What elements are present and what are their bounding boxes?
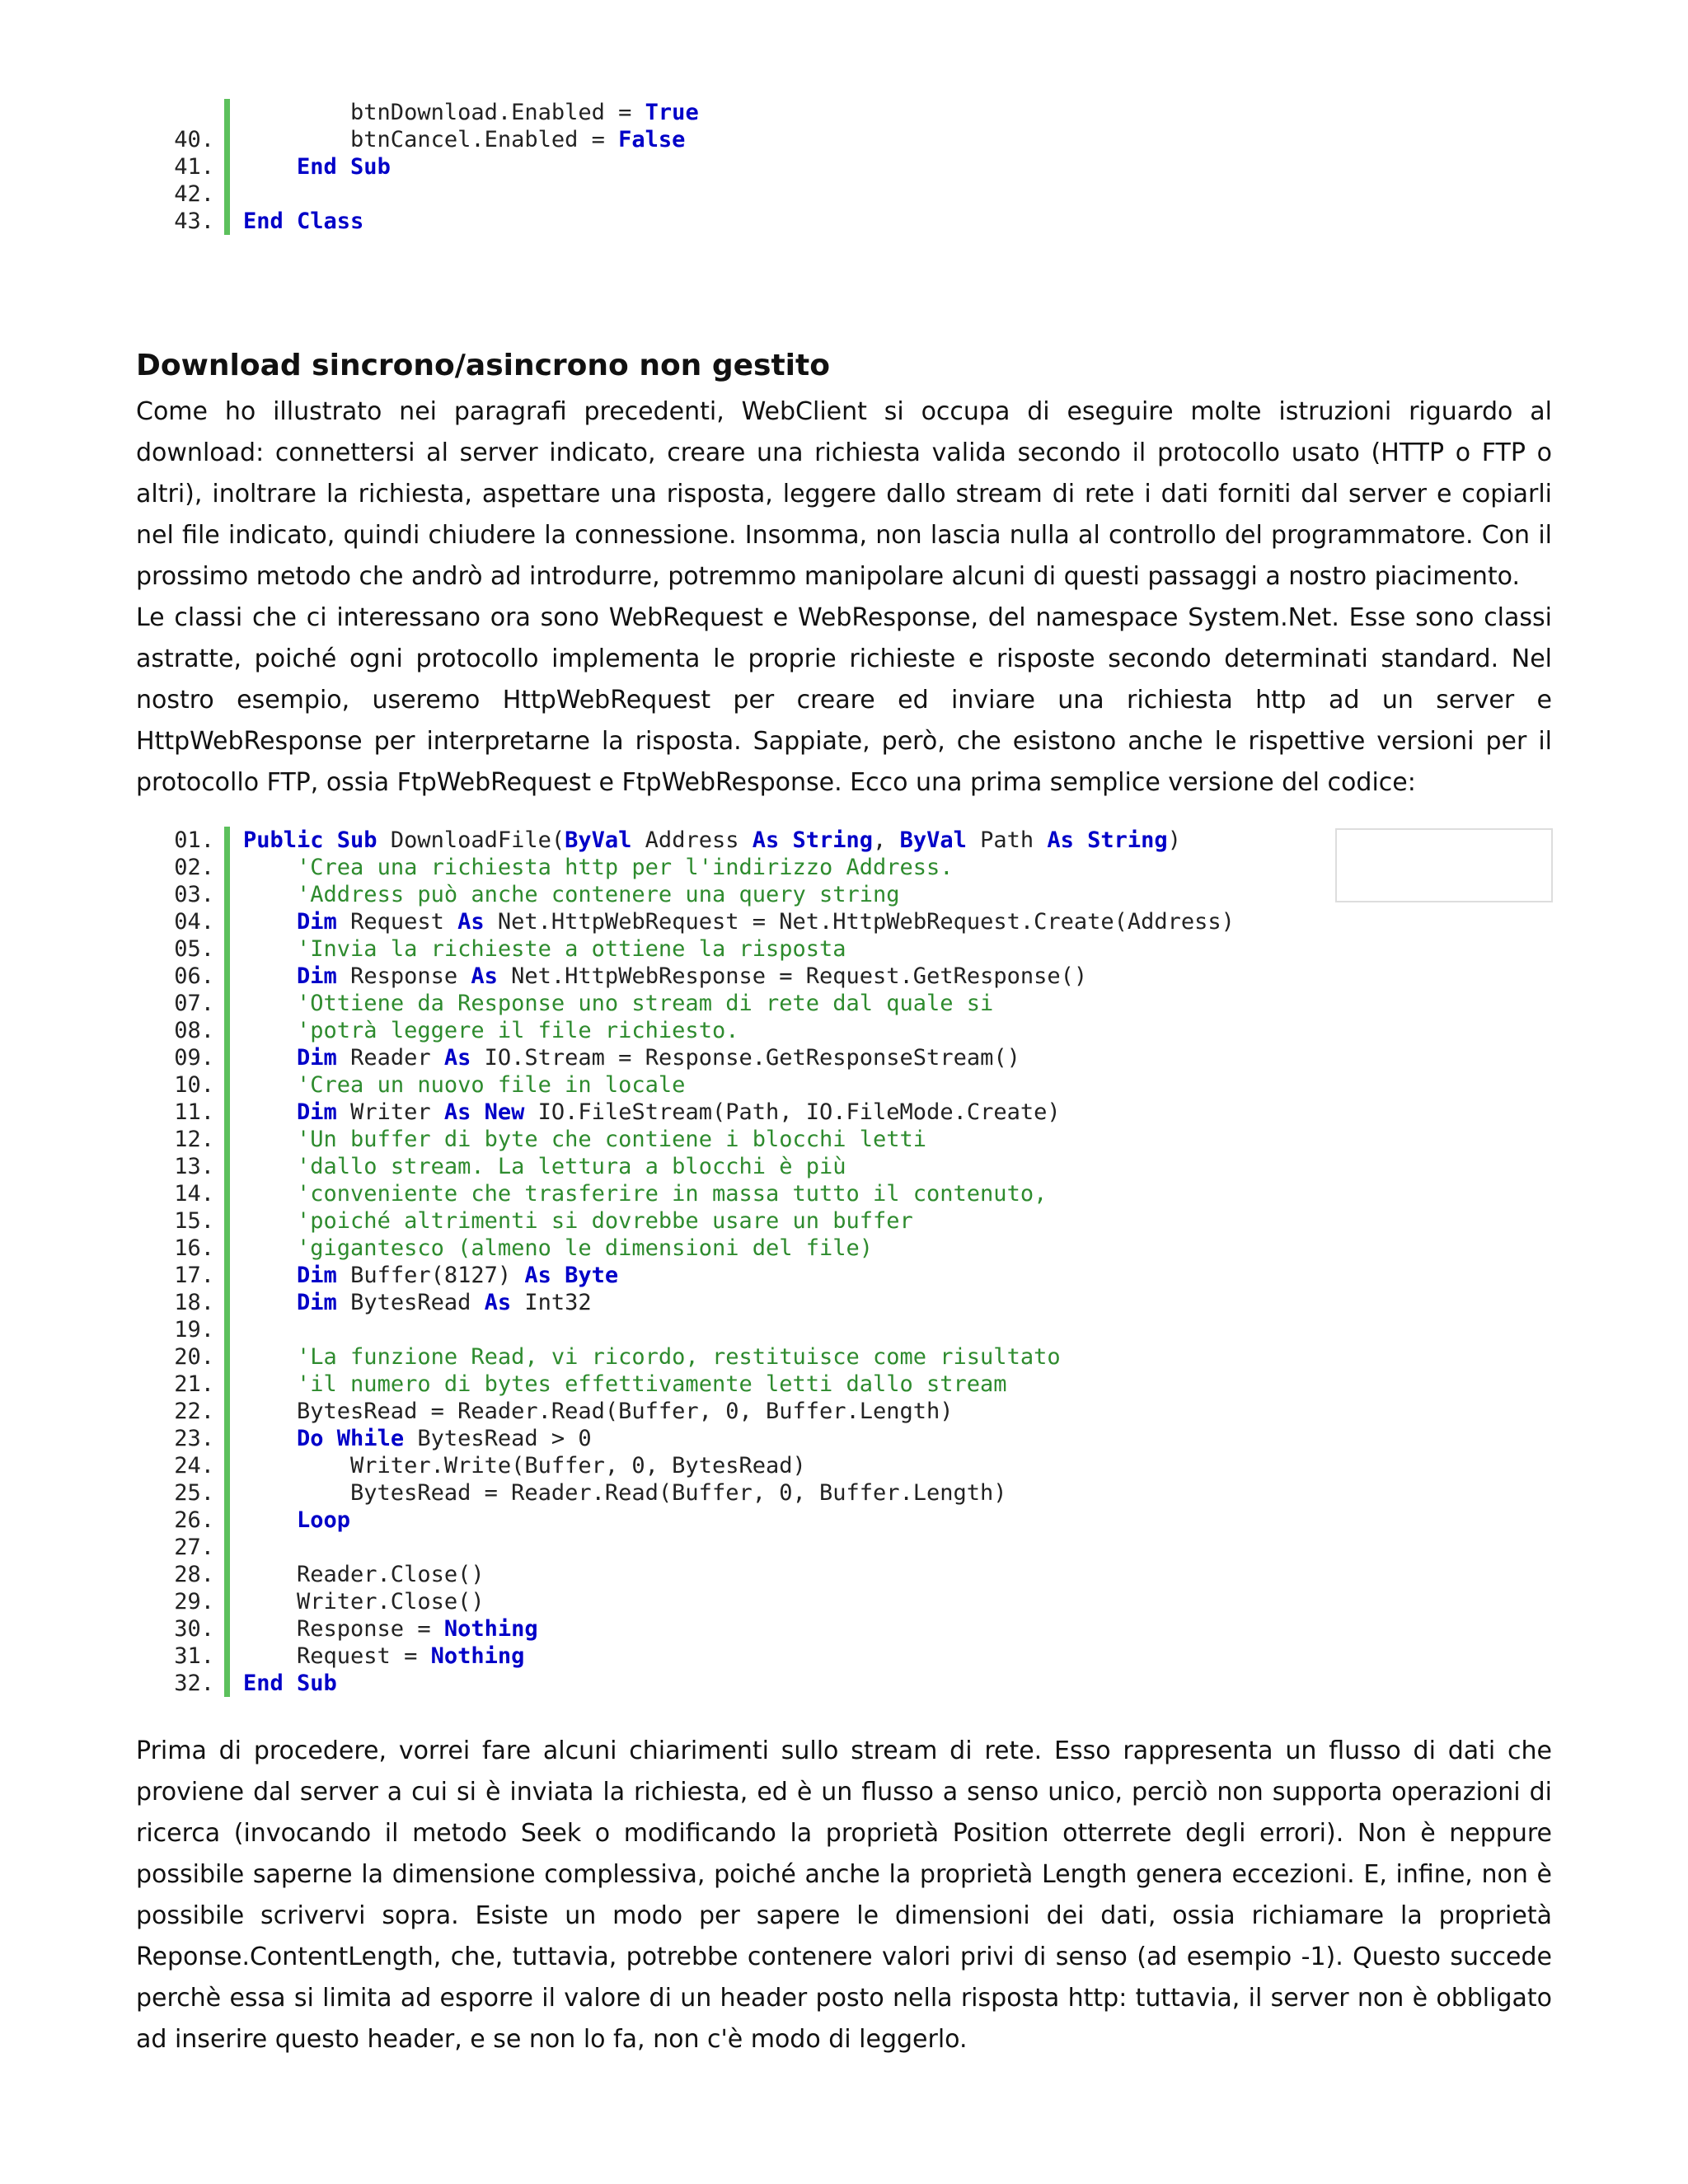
line-number: 28.: [174, 1562, 214, 1587]
code-token: btnCancel.Enabled =: [243, 127, 619, 152]
code-token: [243, 936, 297, 962]
code-gutter: [224, 1235, 230, 1262]
code-gutter: [224, 1044, 230, 1071]
code-text: [243, 1670, 337, 1697]
code-text: [243, 1099, 1061, 1126]
code-comment: 'poiché altrimenti si dovrebbe usare un buffer: [297, 1208, 913, 1234]
code-comment: 'dallo stream. La lettura a blocchi è più: [297, 1154, 846, 1179]
code-line: [161, 1126, 1235, 1153]
code-gutter: [224, 854, 230, 881]
code-token: Buffer(8127): [336, 1263, 525, 1288]
code-text: [243, 881, 900, 908]
code-token: BytesRead = Reader.Read(Buffer, 0, Buffer.Length): [243, 1399, 954, 1424]
code-line: [161, 208, 699, 235]
code-token: [243, 1099, 297, 1125]
code-token: [243, 1181, 297, 1207]
section-title: Download sincrono/asincrono non gestito: [136, 349, 830, 382]
code-text: [243, 99, 699, 126]
code-token: Reader: [336, 1045, 444, 1071]
code-line: [161, 1262, 1235, 1289]
code-token: BytesRead: [336, 1290, 485, 1315]
code-text: [243, 963, 1087, 990]
code-keyword: ByVal: [565, 827, 632, 853]
code-token: [243, 963, 297, 989]
code-token: Response: [336, 963, 471, 989]
code-text: [243, 827, 1181, 854]
code-line: [161, 1316, 1235, 1343]
line-number: 19.: [174, 1317, 214, 1343]
code-token: [243, 991, 297, 1016]
code-gutter: [224, 1017, 230, 1044]
code-keyword: True: [645, 100, 699, 125]
code-text: [243, 208, 363, 235]
code-text: [243, 854, 954, 881]
code-keyword: End Class: [243, 209, 364, 234]
code-comment: 'Crea una richiesta http per l'indirizzo Address.: [297, 855, 954, 880]
code-keyword: Dim: [297, 963, 337, 989]
code-line: [161, 1044, 1235, 1071]
code-token: [243, 882, 297, 907]
code-keyword: Dim: [297, 1263, 337, 1288]
code-line: [161, 153, 699, 180]
code-line: [161, 1180, 1235, 1207]
code-gutter: [224, 881, 230, 908]
code-token: [243, 1208, 297, 1234]
code-line: [161, 1507, 1235, 1534]
code-token: Request: [336, 909, 458, 935]
code-keyword: As: [443, 1045, 471, 1071]
code-line: [161, 827, 1235, 854]
line-number: 10.: [174, 1072, 214, 1098]
code-gutter: [224, 1670, 230, 1697]
line-number: 11.: [174, 1099, 214, 1125]
code-comment: 'Address può anche contenere una query string: [297, 882, 900, 907]
code-comment: 'gigantesco (almeno le dimensioni del file): [297, 1235, 874, 1261]
code-keyword: As Byte: [524, 1263, 619, 1288]
code-line: [161, 881, 1235, 908]
code-line: [161, 1099, 1235, 1126]
line-number: 20.: [174, 1344, 214, 1370]
code-comment: 'Un buffer di byte che contiene i blocchi letti: [297, 1127, 927, 1152]
code-keyword: Public Sub: [243, 827, 377, 853]
line-number: 30.: [174, 1616, 214, 1642]
code-line: [161, 1017, 1235, 1044]
code-token: Net.HttpWebResponse = Request.GetResponse(): [497, 963, 1088, 989]
line-number: [161, 99, 224, 126]
code-text: [243, 1452, 806, 1479]
code-text: [243, 1588, 485, 1615]
code-token: DownloadFile(: [377, 827, 565, 853]
code-keyword: As New: [443, 1099, 525, 1125]
code-gutter: [224, 1534, 230, 1561]
code-token: [243, 1426, 297, 1451]
code-token: [243, 1235, 297, 1261]
line-number: 14.: [174, 1181, 214, 1207]
code-gutter: [224, 963, 230, 990]
code-gutter: [224, 1180, 230, 1207]
code-token: [243, 1290, 297, 1315]
code-token: ): [1167, 827, 1181, 853]
code-comment: 'La funzione Read, vi ricordo, restituisce come risultato: [297, 1344, 1061, 1370]
code-line: [161, 126, 699, 153]
code-text: [243, 1180, 1047, 1207]
code-snippet-previous: [161, 99, 699, 235]
code-token: [243, 1154, 297, 1179]
code-token: Writer: [336, 1099, 444, 1125]
line-number: 32.: [174, 1671, 214, 1696]
code-keyword: As String: [1047, 827, 1168, 853]
code-keyword: Loop: [297, 1507, 351, 1533]
code-gutter: [224, 1289, 230, 1316]
code-keyword: ByVal: [899, 827, 967, 853]
code-token: Address: [631, 827, 753, 853]
line-number: 27.: [174, 1535, 214, 1560]
code-text: [243, 1615, 538, 1643]
code-text: [243, 1425, 592, 1452]
code-token: [243, 154, 297, 180]
code-line: [161, 1071, 1235, 1099]
code-comment: 'Ottiene da Response uno stream di rete dal quale si: [297, 991, 994, 1016]
code-line: [161, 908, 1235, 935]
code-line: [161, 1561, 1235, 1588]
code-keyword: As: [471, 963, 498, 989]
code-token: Writer.Close(): [243, 1589, 485, 1615]
line-number: 04.: [174, 909, 214, 935]
line-number: 25.: [174, 1480, 214, 1506]
code-gutter: [224, 1207, 230, 1235]
code-gutter: [224, 1452, 230, 1479]
line-number: 06.: [174, 963, 214, 989]
code-text: [243, 990, 993, 1017]
code-keyword: False: [618, 127, 686, 152]
code-gutter: [224, 1153, 230, 1180]
code-token: [243, 1371, 297, 1397]
code-gutter: [224, 180, 230, 208]
code-comment: 'Crea un nuovo file in locale: [297, 1072, 686, 1098]
code-token: IO.Stream = Response.GetResponseStream(): [471, 1045, 1020, 1071]
line-number: 43.: [174, 209, 214, 234]
code-text: [243, 1371, 1007, 1398]
code-text: [243, 1153, 846, 1180]
code-toolbar-box: [1335, 828, 1553, 902]
code-line: [161, 854, 1235, 881]
line-number: 31.: [174, 1643, 214, 1669]
code-token: btnDownload.Enabled =: [243, 100, 645, 125]
code-token: [243, 1045, 297, 1071]
paragraph-classes: Le classi che ci interessano ora sono WebRequest e WebResponse, del namespace System.Net. Esse sono classi astratte, poiché ogni protocollo implementa le proprie richieste e risposte secondo determinati standard. Nel nostro esempio, useremo HttpWebRequest per creare ed inviare una richiesta http ad un server e HttpWebResponse per interpretarne la risposta. Sappiate, però, che esistono anche le rispettive versioni per il protocollo FTP, ossia FtpWebRequest e FtpWebResponse. Ecco una prima semplice versione del codice:: [136, 603, 1552, 797]
code-token: BytesRead = Reader.Read(Buffer, 0, Buffer.Length): [243, 1480, 1007, 1506]
line-number: 12.: [174, 1127, 214, 1152]
code-token: [243, 1263, 297, 1288]
code-gutter: [224, 1643, 230, 1670]
line-number: 40.: [174, 127, 214, 152]
line-number: 07.: [174, 991, 214, 1016]
line-number: 18.: [174, 1290, 214, 1315]
line-number: 26.: [174, 1507, 214, 1533]
line-number: 13.: [174, 1154, 214, 1179]
line-number: 24.: [174, 1453, 214, 1479]
code-line: [161, 935, 1235, 963]
code-line: [161, 1153, 1235, 1180]
code-keyword: Nothing: [443, 1616, 538, 1642]
code-gutter: [224, 1398, 230, 1425]
code-token: BytesRead > 0: [404, 1426, 592, 1451]
code-token: IO.FileStream(Path, IO.FileMode.Create): [524, 1099, 1061, 1125]
code-token: [243, 1507, 297, 1533]
paragraph-network-stream: Prima di procedere, vorrei fare alcuni chiarimenti sullo stream di rete. Esso rappresenta un flusso di dati che proviene dal server a cui si è inviata la richiesta, ed è un flusso a senso unico, perciò non supporta operazioni di ricerca (invocando il metodo Seek o modificando la proprietà Position otterrete degli errori). Non è neppure possibile saperne la dimensione complessiva, poiché anche la proprietà Length genera eccezioni. E, infine, non è possibile scrivervi sopra. Esiste un modo per sapere le dimensioni dei dati, ossia richiamare la proprietà Reponse.ContentLength, che, tuttavia, potrebbe contenere valori privi di senso (ad esempio -1). Questo succede perchè essa si limita ad esporre il valore di un header posto nella risposta http: tuttavia, il server non è obbligato ad inserire questo header, e se non lo fa, non c'è modo di leggerlo.: [136, 1736, 1552, 2054]
line-number: 22.: [174, 1399, 214, 1424]
code-line: [161, 180, 699, 208]
code-line: [161, 1588, 1235, 1615]
code-line: [161, 1235, 1235, 1262]
code-token: [243, 1018, 297, 1043]
line-number: 23.: [174, 1426, 214, 1451]
code-gutter: [224, 99, 230, 126]
code-keyword: End Sub: [243, 1671, 337, 1696]
code-text: [243, 1235, 873, 1262]
paragraph-intro: Come ho illustrato nei paragrafi precedenti, WebClient si occupa di eseguire molte istruzioni riguardo al download: connettersi al server indicato, creare una richiesta valida secondo il protocollo usato (HTTP o FTP o altri), inoltrare la richiesta, aspettare una risposta, leggere dallo stream di rete i dati forniti dal server e copiarli nel file indicato, quindi chiudere la connessione. Insomma, non lascia nulla al controllo del programmatore. Con il prossimo metodo che andrò ad introdurre, potremmo manipolare alcuni di questi passaggi a nostro piacimento.: [136, 397, 1552, 591]
code-gutter: [224, 935, 230, 963]
code-snippet-downloadfile: [161, 827, 1235, 1697]
code-line: [161, 1643, 1235, 1670]
code-gutter: [224, 1316, 230, 1343]
code-gutter: [224, 1371, 230, 1398]
code-text: [243, 1289, 592, 1316]
code-token: Net.HttpWebRequest = Net.HttpWebRequest.Create(Address): [484, 909, 1235, 935]
line-number: 21.: [174, 1371, 214, 1397]
code-gutter: [224, 1588, 230, 1615]
line-number: 16.: [174, 1235, 214, 1261]
line-number: 15.: [174, 1208, 214, 1234]
code-keyword: As: [484, 1290, 512, 1315]
code-comment: 'il numero di bytes effettivamente letti dallo stream: [297, 1371, 1007, 1397]
code-text: [243, 1507, 350, 1534]
code-token: Int32: [511, 1290, 592, 1315]
code-line: [161, 1398, 1235, 1425]
line-number: 03.: [174, 882, 214, 907]
code-keyword: As: [457, 909, 485, 935]
code-gutter: [224, 1262, 230, 1289]
code-keyword: End Sub: [297, 154, 391, 180]
code-line: [161, 1452, 1235, 1479]
code-gutter: [224, 1071, 230, 1099]
code-gutter: [224, 1425, 230, 1452]
code-text: [243, 1343, 1061, 1371]
code-text: [243, 1561, 485, 1588]
code-gutter: [224, 827, 230, 854]
code-gutter: [224, 990, 230, 1017]
code-gutter: [224, 908, 230, 935]
line-number: 17.: [174, 1263, 214, 1288]
code-text: [243, 1262, 618, 1289]
code-token: [243, 855, 297, 880]
code-text: [243, 1398, 954, 1425]
code-text: [243, 1044, 1020, 1071]
line-number: 05.: [174, 936, 214, 962]
line-number: 02.: [174, 855, 214, 880]
code-gutter: [224, 1615, 230, 1643]
code-gutter: [224, 1343, 230, 1371]
code-gutter: [224, 1561, 230, 1588]
code-text: [243, 1126, 926, 1153]
code-gutter: [224, 1507, 230, 1534]
code-token: Response =: [243, 1616, 444, 1642]
code-gutter: [224, 153, 230, 180]
code-text: [243, 1207, 913, 1235]
code-token: [243, 1127, 297, 1152]
code-text: [243, 935, 846, 963]
code-token: ,: [873, 827, 900, 853]
code-comment: 'conveniente che trasferire in massa tutto il contenuto,: [297, 1181, 1048, 1207]
code-line: [161, 1371, 1235, 1398]
code-text: [243, 1479, 1007, 1507]
code-keyword: Dim: [297, 1099, 337, 1125]
code-line: [161, 1289, 1235, 1316]
code-keyword: Dim: [297, 1045, 337, 1071]
code-text: [243, 1017, 738, 1044]
code-comment: 'potrà leggere il file richiesto.: [297, 1018, 739, 1043]
code-keyword: Nothing: [430, 1643, 525, 1669]
code-text: [243, 908, 1235, 935]
code-token: Request =: [243, 1643, 431, 1669]
code-text: [243, 153, 391, 180]
code-line: [161, 990, 1235, 1017]
code-token: Reader.Close(): [243, 1562, 485, 1587]
code-gutter: [224, 1099, 230, 1126]
line-number: 08.: [174, 1018, 214, 1043]
code-keyword: As String: [752, 827, 874, 853]
code-text: [243, 1071, 685, 1099]
code-line: [161, 1479, 1235, 1507]
code-line: [161, 1207, 1235, 1235]
line-number: 41.: [174, 154, 214, 180]
code-gutter: [224, 1479, 230, 1507]
code-gutter: [224, 208, 230, 235]
code-token: Path: [966, 827, 1048, 853]
line-number: 42.: [174, 181, 214, 207]
code-gutter: [224, 1126, 230, 1153]
line-number: 01.: [174, 827, 214, 853]
code-gutter: [224, 126, 230, 153]
code-line: [161, 1343, 1235, 1371]
code-token: [243, 1072, 297, 1098]
code-text: [243, 1643, 524, 1670]
line-number: 29.: [174, 1589, 214, 1615]
line-number: 09.: [174, 1045, 214, 1071]
code-line: [161, 1425, 1235, 1452]
code-line: [161, 1534, 1235, 1561]
code-keyword: Dim: [297, 909, 337, 935]
code-comment: 'Invia la richieste a ottiene la risposta: [297, 936, 846, 962]
code-line: [161, 99, 699, 126]
code-token: [243, 909, 297, 935]
code-keyword: Dim: [297, 1290, 337, 1315]
code-token: [243, 1344, 297, 1370]
code-keyword: Do While: [297, 1426, 405, 1451]
code-text: [243, 126, 685, 153]
code-line: [161, 963, 1235, 990]
code-line: [161, 1670, 1235, 1697]
code-token: Writer.Write(Buffer, 0, BytesRead): [243, 1453, 806, 1479]
code-line: [161, 1615, 1235, 1643]
